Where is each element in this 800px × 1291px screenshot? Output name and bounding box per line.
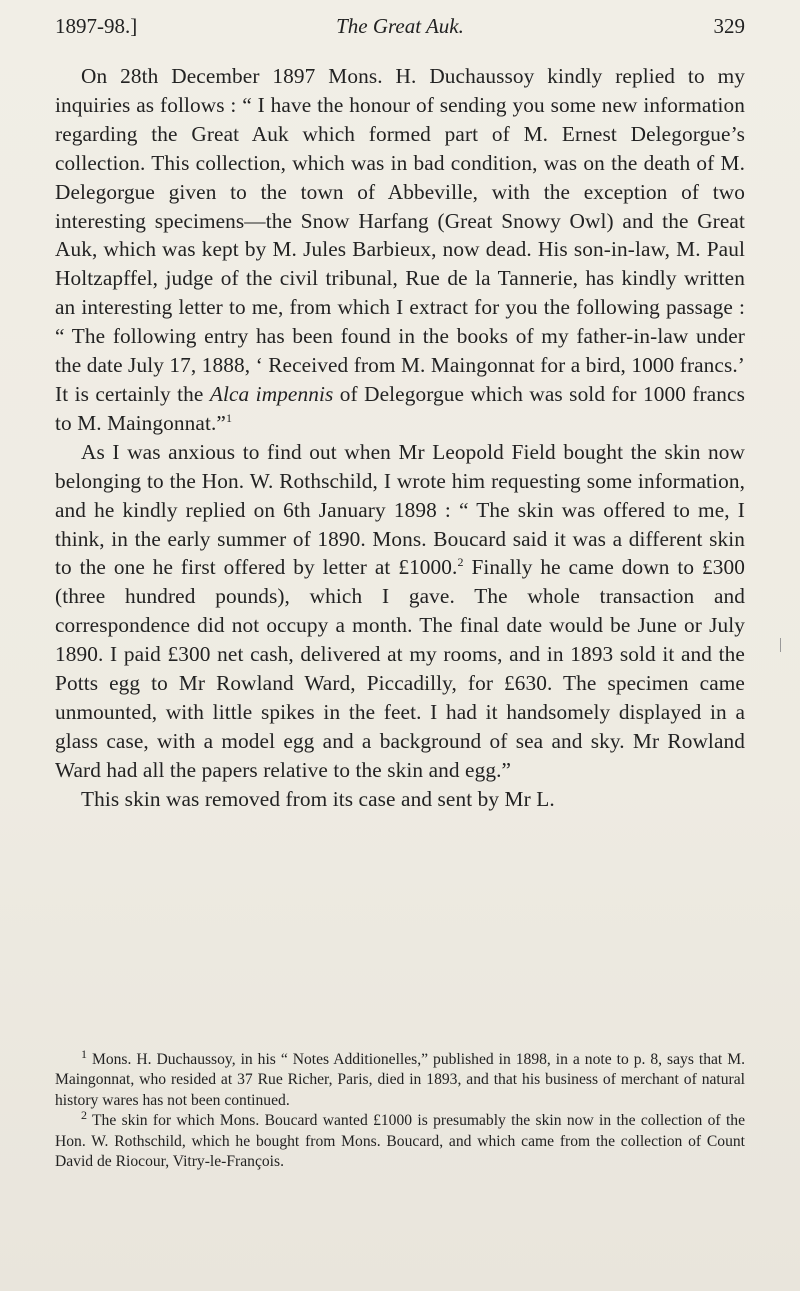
paragraph-2-text: As I was anxious to find out when Mr Leopold Field bought the skin now belonging to the Hon. W. Rothschild, I wrote him requesting some information, and he kindly replied on 6th January 1898 : “ The skin was offered to me, I think, in the early summer of 1890. Mons. Boucard said it was a different skin to the one he first offered by letter at £1000.: [55, 439, 745, 580]
footnote-2: [55, 1108, 745, 1172]
footnote-ref-2: 2: [457, 555, 464, 570]
running-title: The Great Auk.: [336, 14, 464, 38]
body-text: [55, 62, 745, 814]
page-number: 329: [713, 14, 745, 38]
margin-pencil-mark: [780, 638, 786, 652]
paragraph-2-text-end: Finally he came down to £300 (three hundred pounds), which I gave. The whole transaction and correspondence did not occupy a month. The final date would be June or July 1890. I paid £300 net cash, delivered at my rooms, and in 1893 sold it and the Potts egg to Mr Rowland Ward, Piccadilly, for £630. The specimen came unmounted, with little spikes in the feet. I had it handsomely displayed in a glass case, with a model egg and a background of sea and sky. Mr Rowland Ward had all the papers relative to the skin and egg.”: [55, 555, 745, 782]
footnote-1: [55, 1046, 745, 1111]
paragraph-removed: This skin was removed from its case and sent by Mr L.: [81, 786, 555, 811]
footnote-ref-1: 1: [225, 410, 233, 425]
volume-years: 1897-98.]: [55, 14, 138, 38]
paragraph-1-text: On 28th December 1897 Mons. H. Duchaussoy kindly replied to my inquiries as follows : “ I have the honour of sending you some new information regarding the Great Auk which formed part of M. Ernest Delegorgue’s collection. This collection, which was in bad condition, was on the death of M. Delegorgue given to the town of Abbeville, with the exception of two interesting specimens—the Snow Harfang (Great Snowy Owl) and the Great Auk, which was kept by M. Jules Barbieux, now dead. His son-in-law, M. Paul Holtzapffel, judge of the civil tribunal, Rue de la Tannerie, has kindly written an interesting letter to me, from which I extract for you the following passage : “ The following entry has been found in the books of my father-in-law under the date July 17, 1888, ‘ Received from M. Maingonnat for a bird, 1000 francs.’ It is certainly the: [55, 64, 745, 406]
paragraph-field: [55, 438, 745, 785]
footnotes: [55, 1046, 745, 1172]
footnote-2-marker: 2: [81, 1108, 87, 1123]
footnote-1-marker: 1: [81, 1046, 87, 1061]
paragraph-1-text-end: of Delegorgue which was sold for 1000 francs to M. Maingonnat.”: [55, 381, 745, 435]
species-name: Alca impennis: [209, 381, 334, 406]
footnote-1-text: Mons. H. Duchaussoy, in his “ Notes Additionelles,” published in 1898, in a note to p. 8, says that M. Maingonnat, who resided at 37 Rue Richer, Paris, died in 1893, and that his business of merchant of natural history wares has not been continued.: [55, 1051, 745, 1109]
footnote-2-text: The skin for which Mons. Boucard wanted £1000 is presumably the skin now in the collection of the Hon. W. Rothschild, which he bought from Mons. Boucard, and which came from the collection of Count David de Riocour, Vitry-le-François.: [55, 1112, 745, 1171]
running-header: [55, 14, 745, 46]
paragraph-duchaussoy: [55, 62, 745, 438]
